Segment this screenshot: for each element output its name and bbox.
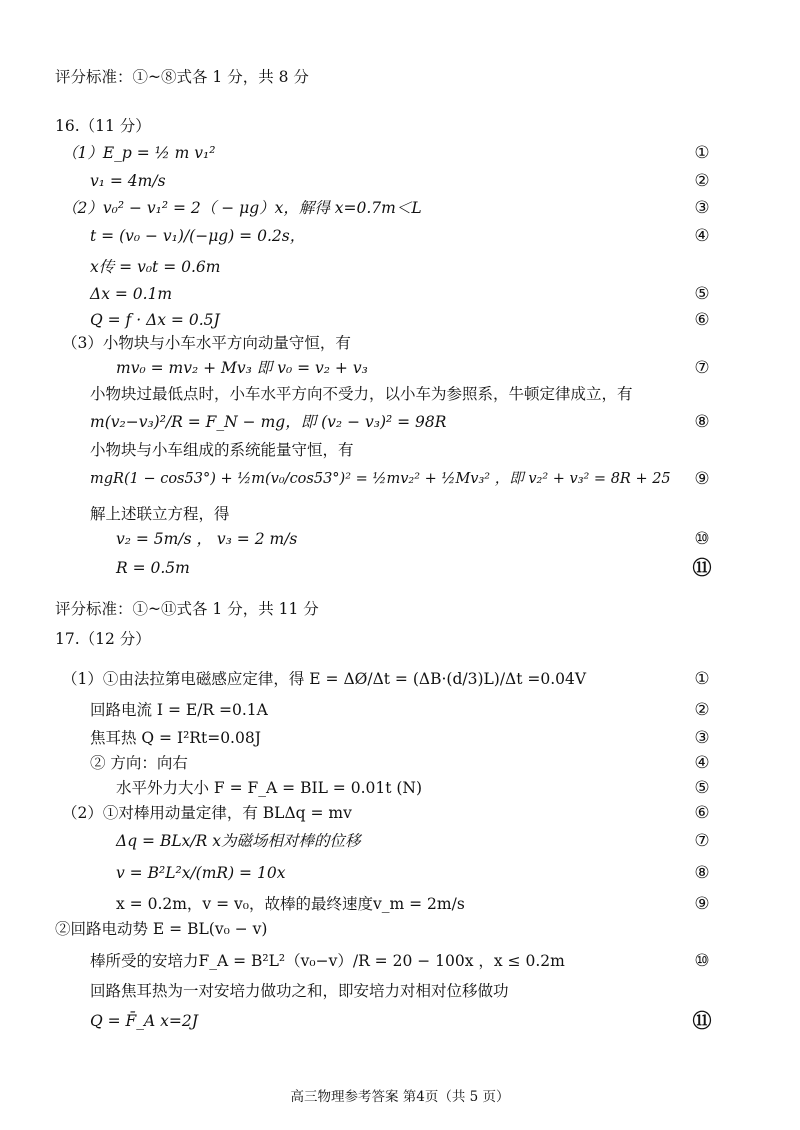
question-16-heading bbox=[0, 115, 800, 145]
equation-number: ⑧ bbox=[694, 863, 710, 883]
equation-number: ③ bbox=[694, 728, 710, 748]
answer-line bbox=[0, 668, 800, 698]
scoring-text: 评分标准：①~⑪式各 1 分，共 11 分 bbox=[55, 600, 319, 618]
equation-number: ④ bbox=[694, 226, 710, 246]
answer-line bbox=[0, 980, 800, 1010]
page-footer: 高三物理参考答案 第4页（共 5 页） bbox=[290, 1089, 510, 1105]
equation-text: m(v₂−v₃)²/R = F_N − mg，即 (v₂ − v₃)² = 98R bbox=[90, 413, 447, 431]
equation-number: ⑨ bbox=[694, 894, 710, 914]
equation-number: ⑪ bbox=[692, 1010, 712, 1032]
equation-number: ⑩ bbox=[694, 951, 710, 971]
equation-text: x = 0.2m，v = v₀，故棒的最终速度v_m = 2m/s bbox=[116, 895, 465, 913]
equation-text: mv₀ = mv₂ + Mv₃ 即 v₀ = v₂ + v₃ bbox=[116, 359, 368, 377]
equation-number: ② bbox=[694, 171, 710, 191]
equation-number: ⑧ bbox=[694, 412, 710, 432]
equation-number: ⑤ bbox=[694, 778, 710, 798]
answer-line bbox=[0, 557, 800, 587]
equation-text: 水平外力大小 F = F_A = BIL = 0.01t (N) bbox=[116, 779, 423, 797]
answer-line bbox=[0, 528, 800, 558]
answer-line bbox=[0, 225, 800, 255]
equation-text: Q = f · Δx = 0.5J bbox=[90, 311, 220, 329]
equation-text: （3）小物块与小车水平方向动量守恒，有 bbox=[62, 334, 351, 352]
equation-text: 小物块与小车组成的系统能量守恒，有 bbox=[90, 441, 354, 459]
equation-text: 解上述联立方程，得 bbox=[90, 505, 230, 523]
answer-line bbox=[0, 918, 800, 948]
equation-text: v₁ = 4m/s bbox=[90, 172, 166, 190]
equation-number: ① bbox=[694, 669, 710, 689]
scoring-text: 评分标准：①~⑧式各 1 分，共 8 分 bbox=[55, 68, 309, 86]
answer-line bbox=[0, 142, 800, 172]
equation-text: v = B²L²x/(mR) = 10x bbox=[116, 864, 286, 882]
equation-number: ⑥ bbox=[694, 803, 710, 823]
answer-line bbox=[0, 802, 800, 832]
answer-line bbox=[0, 170, 800, 200]
equation-text: R = 0.5m bbox=[116, 559, 190, 577]
equation-number: ⑦ bbox=[694, 358, 710, 378]
question-17-heading bbox=[0, 628, 800, 658]
answer-line bbox=[0, 699, 800, 729]
equation-text: Δq = BLx/R x为磁场相对棒的位移 bbox=[116, 832, 361, 850]
equation-number: ⑦ bbox=[694, 831, 710, 851]
equation-number: ⑨ bbox=[694, 469, 710, 489]
answer-line bbox=[0, 830, 800, 860]
equation-text: Δx = 0.1m bbox=[90, 285, 173, 303]
answer-line bbox=[0, 950, 800, 980]
equation-text: mgR(1 − cos53°) + ½m(v₀/cos53°)² = ½mv₂² + ½Mv₃² ，即 v₂² + v₃² = 8R + 25 bbox=[90, 471, 671, 487]
answer-line bbox=[0, 862, 800, 892]
equation-number: ⑤ bbox=[694, 284, 710, 304]
equation-number: ⑪ bbox=[692, 557, 712, 579]
answer-line bbox=[0, 468, 800, 498]
equation-text: （1）E_p = ½ m v₁² bbox=[62, 144, 216, 162]
equation-number: ③ bbox=[694, 198, 710, 218]
equation-number: ④ bbox=[694, 753, 710, 773]
answer-line bbox=[0, 197, 800, 227]
equation-number: ⑩ bbox=[694, 529, 710, 549]
equation-text: Q = F̄_A x=2J bbox=[90, 1012, 198, 1030]
answer-line bbox=[0, 383, 800, 413]
scoring-note-1 bbox=[0, 66, 800, 96]
equation-text: 回路焦耳热为一对安培力做功之和，即安培力对相对位移做功 bbox=[90, 982, 509, 1000]
equation-text: 焦耳热 Q = I²Rt=0.08J bbox=[90, 729, 261, 747]
equation-text: （1）①由法拉第电磁感应定律，得 E = ΔØ/Δt = (ΔB·(d/3)L)/Δt =0.04V bbox=[62, 670, 587, 688]
equation-text: 棒所受的安培力F_A = B²L²（v₀−v）/R = 20 − 100x ，x ≤ 0.2m bbox=[90, 952, 565, 970]
scoring-note-2 bbox=[0, 598, 800, 628]
heading-text: 17.（12 分） bbox=[55, 630, 151, 648]
equation-text: （2）v₀² − v₁² = 2（ − μg）x，解得 x=0.7m＜L bbox=[62, 199, 422, 217]
answer-line bbox=[0, 411, 800, 441]
equation-text: ② 方向：向右 bbox=[90, 754, 188, 772]
answer-line bbox=[0, 256, 800, 286]
equation-text: （2）①对棒用动量定律，有 BLΔq = mv bbox=[62, 804, 352, 822]
answer-line bbox=[0, 439, 800, 469]
equation-text: 回路电流 I = E/R =0.1A bbox=[90, 701, 268, 719]
equation-text: v₂ = 5m/s ， v₃ = 2 m/s bbox=[116, 530, 298, 548]
equation-text: ②回路电动势 E = BL(v₀ − v) bbox=[55, 920, 268, 938]
answer-line bbox=[0, 1010, 800, 1040]
heading-text: 16.（11 分） bbox=[55, 117, 151, 135]
equation-text: 小物块过最低点时，小车水平方向不受力，以小车为参照系，牛顿定律成立，有 bbox=[90, 385, 633, 403]
equation-text: t = (v₀ − v₁)/(−μg) = 0.2s， bbox=[90, 227, 306, 245]
equation-number: ⑥ bbox=[694, 310, 710, 330]
equation-number: ① bbox=[694, 143, 710, 163]
equation-number: ② bbox=[694, 700, 710, 720]
equation-text: x传 = v₀t = 0.6m bbox=[90, 258, 221, 276]
